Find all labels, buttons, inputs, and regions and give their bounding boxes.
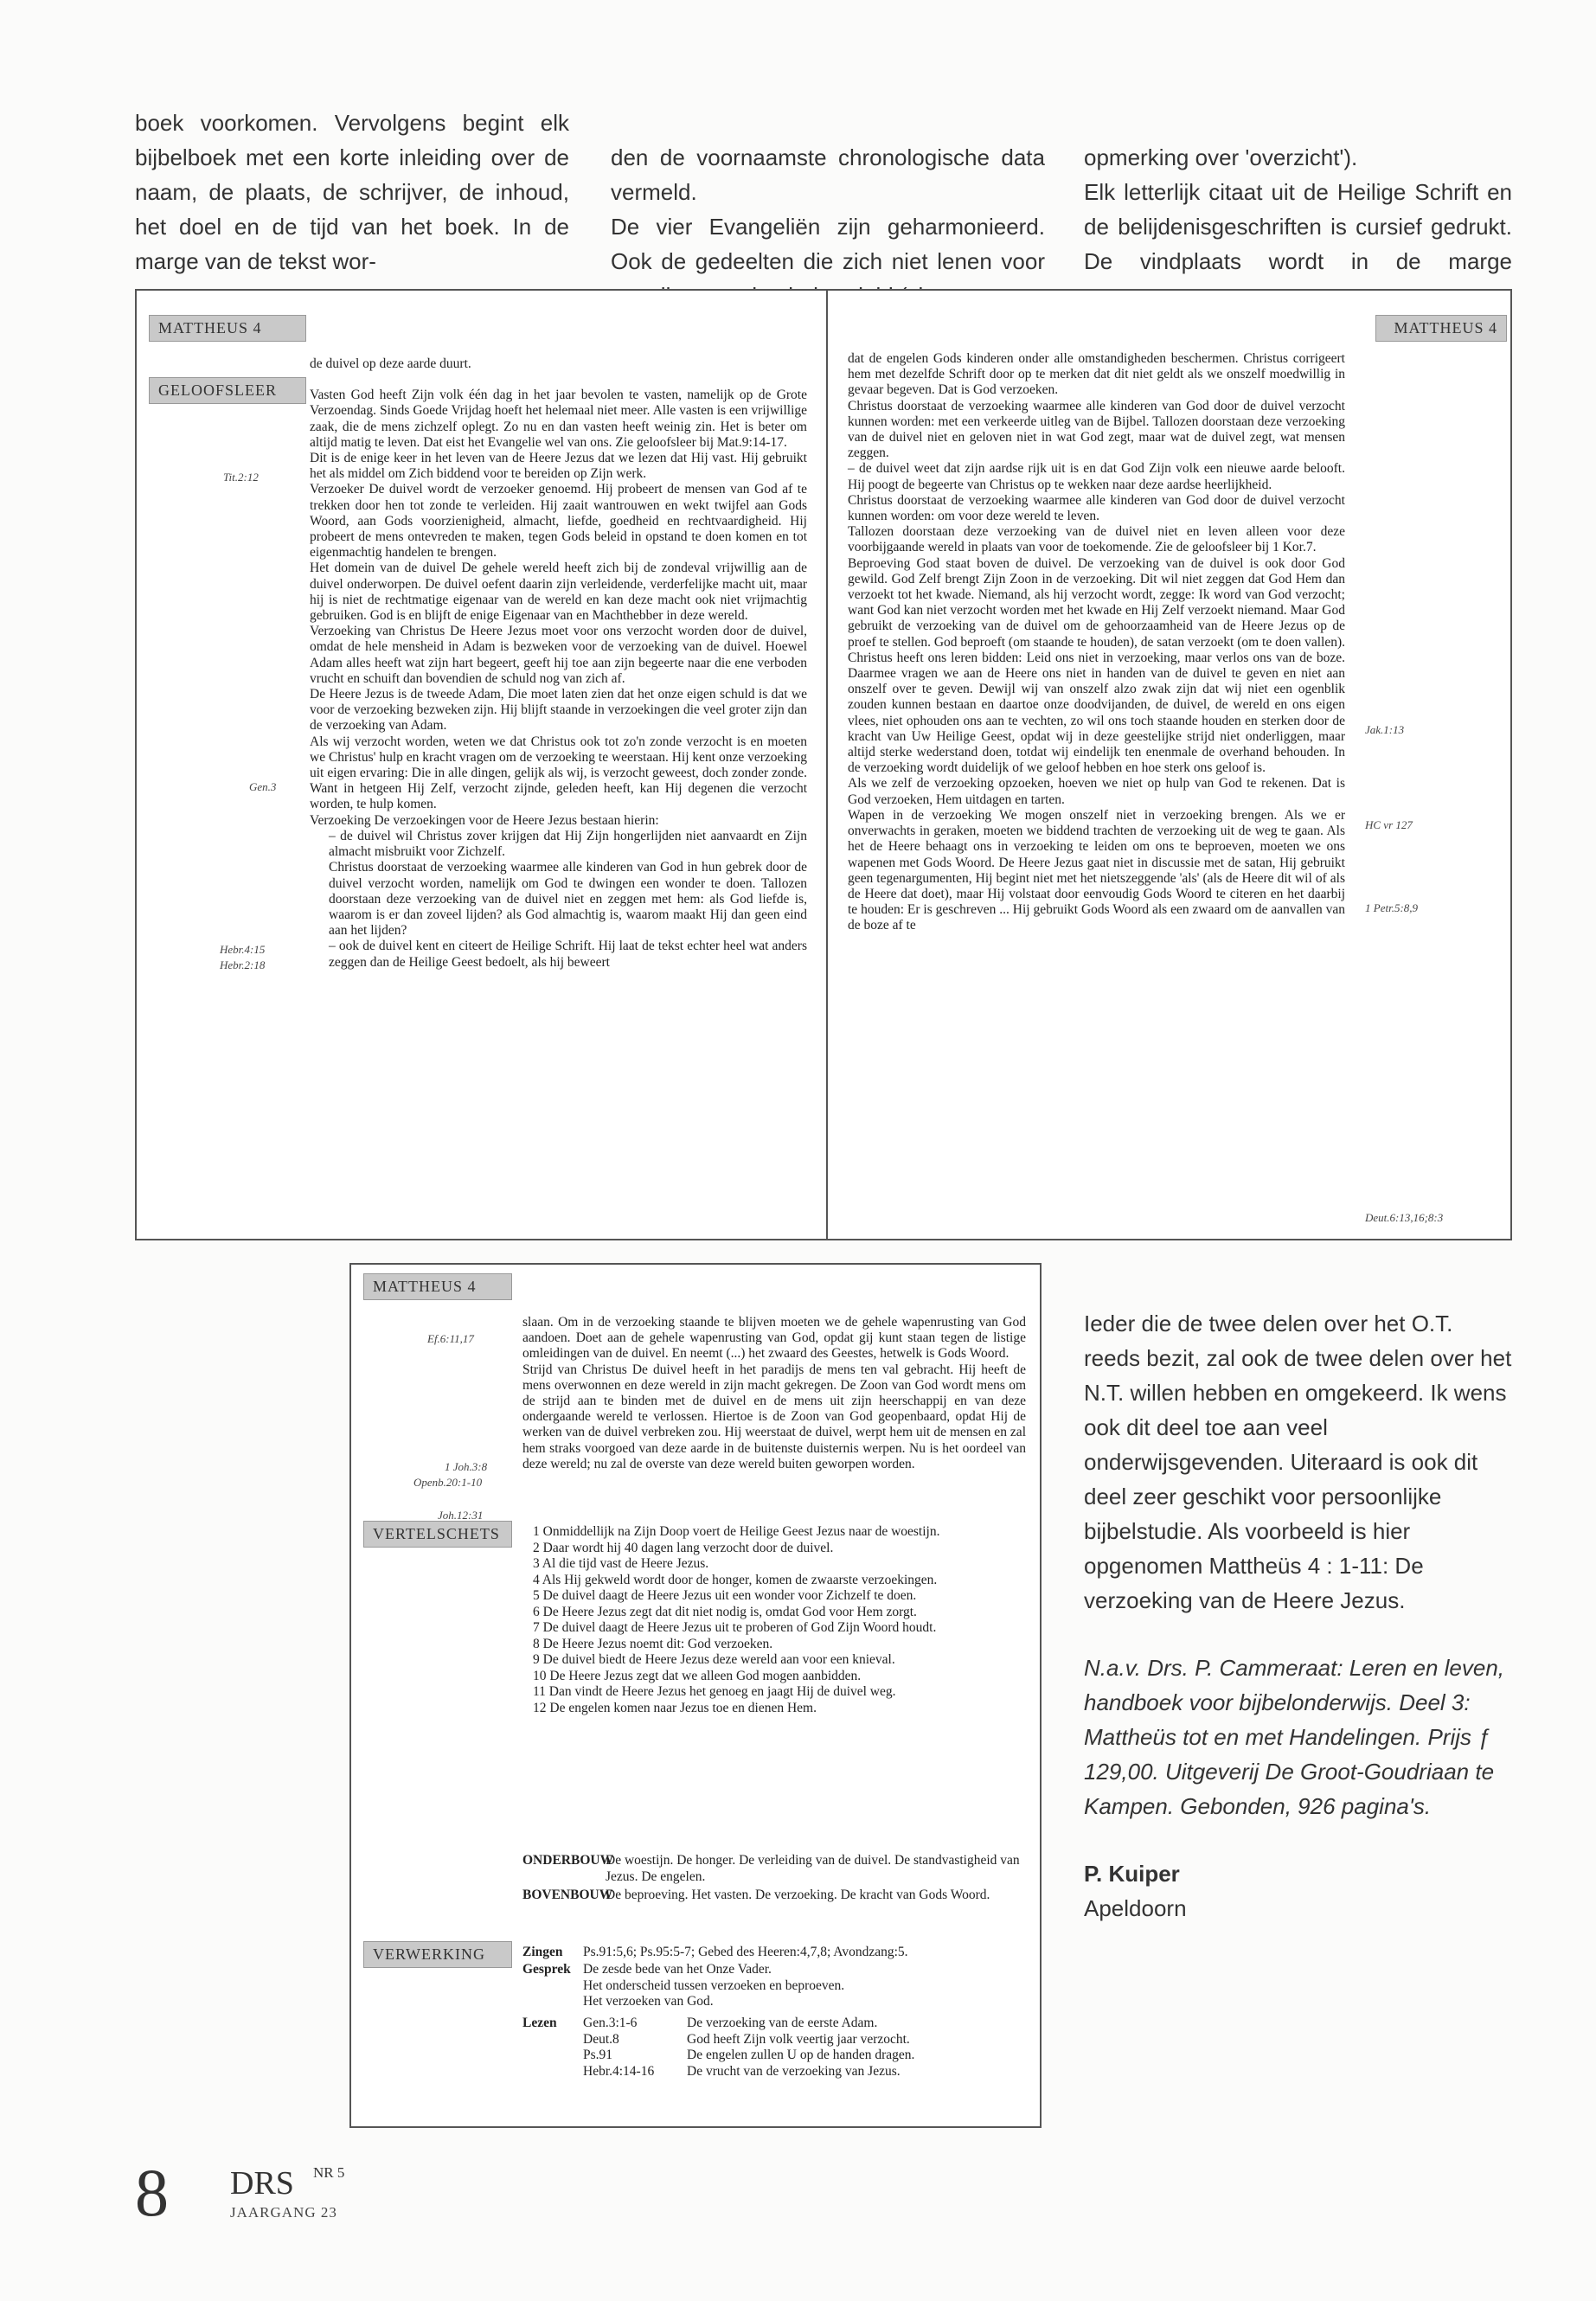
list-item: 7 De duivel daagt de Heere Jezus uit te proberen of God Zijn Woord houdt. [533, 1620, 937, 1635]
margin-ref: Jak.1:13 [1365, 723, 1405, 736]
paragraph: Het domein van de duivel De gehele wereld heeft zich bij de zondeval vrijwillig aan de duivel onderworpen. De duivel oefent daarin zijn verleidende, verderfelijke macht uit, maar hij is niet de rechtmatige eigenaar van de wereld en kan deze macht ook niet vrijmachtig gebruiken. God is en blijft de enige Eigenaar van en Machthebber in deze wereld. [310, 561, 807, 624]
lead-column-1 [135, 106, 569, 279]
paragraph: Strijd van Christus De duivel heeft in het paradijs de mens ten val gebracht. Hij heeft de mens overwonnen en deze wereld in zijn macht gekregen. De Zoon van God wordt mens om de strijd aan te binden met de duivel en de mens uit zijn heerschappij en van deze ondergaande wereld te verlossen. Hiertoe is de Zoon van God geopenbaard, opdat Hij de werken van de duivel verbreken zou. Hij weerstaat de duivel, werpt hem uit de mensen en zal hem straks voorgoed van deze aarde in de buitenste duisternis werpen. Nu is het oordeel van deze wereld; nu zal de overste van deze wereld buiten geworpen worden. [522, 1362, 1026, 1471]
lezen-item [583, 2048, 1020, 2064]
lezen-ref: Gen.3:1-6 [583, 2016, 638, 2030]
list-item: 12 De engelen komen naar Jezus toe en dienen Hem. [533, 1700, 817, 1715]
list-item: 8 De Heere Jezus noemt dit: God verzoeken. [533, 1636, 773, 1651]
zingen-label: Zingen [522, 1945, 563, 1959]
vertelschets-list [533, 1524, 1017, 1716]
list-item: 2 Daar wordt hij 40 dagen lang verzocht door de duivel. [533, 1540, 834, 1555]
onderbouw-row [522, 1853, 1026, 1885]
paragraph: Verzoeking van Christus De Heere Jezus moet voor ons verzocht worden door de duivel, omdat de hele mensheid in Adam is bezweken voor de verzoeking van de duivel. Hoewel Adam alles heeft wat zijn hart begeert, geeft hij toe aan zijn begeerte naar die ene verboden vrucht en schuift dan bovendien de schuld nog van zich af. [310, 624, 807, 686]
zingen-row [522, 1945, 1026, 1961]
list-item: 9 De duivel biedt de Heere Jezus deze wereld aan voor een knieval. [533, 1652, 895, 1667]
volume-label: JAARGANG 23 [230, 2204, 337, 2221]
list-item: 1 Onmiddellijk na Zijn Doop voert de Heilige Geest Jezus naar de woestijn. [533, 1524, 940, 1539]
lezen-text: De engelen zullen U op de handen dragen. [687, 2048, 915, 2062]
paragraph: Christus doorstaat de verzoeking waarmee alle kinderen van God door de duivel verzocht kunnen worden: om voor deze wereld te leven. [848, 492, 1345, 524]
paragraph: Christus heeft ons leren bidden: Leid ons niet in verzoeking, maar verlos ons van de boze. Daarmee vragen we aan de Heere ons niet in handen van de duivel te geven en niet aan onszelf over te geven. Dewijl wij van onszelf alzo zwak zijn dat wij niet een ogenblik zouden kunnen bestaan en daartoe onze doodvijanden, de duivel, de wereld en ons eigen vlees, niet ophouden ons aan te vechten, zo wil ons toch staande houden en sterken door de kracht van Uw Heilige Geest, opdat wij in deze geestelijke strijd niet onderliggen, maar altijd sterke wederstand doen, totdat wij eindelijk ten enenmale de overhand behouden. In de verzoeking wordt duidelijk of we geloof hebben en hoe sterk ons geloof is. [848, 650, 1345, 776]
onderbouw-label: ONDERBOUW [522, 1853, 614, 1868]
lead-text-2: den de voornaamste chronologische data vermeld. De vier Evangeliën zijn geharmonieerd. Ook de gedeelten die zich niet lenen voor [611, 144, 1045, 274]
margin-ref: Openb.20:1-10 [413, 1476, 483, 1489]
lead-text-3: opmerking over 'overzicht'). Elk letterlijk citaat uit de Heilige Schrift en de belijdenisgeschriften is cursief gedrukt. De vindplaats wordt in de marge [1084, 144, 1512, 274]
bovenbouw-text: De beproeving. Het vasten. De verzoeking. De kracht van Gods Woord. [606, 1888, 990, 1902]
gutter-line [826, 291, 828, 1239]
right-page-text [848, 351, 1345, 934]
gesprek-line: Het onderscheid tussen verzoeken en beproeven. [583, 1977, 845, 1993]
zingen-text: Ps.91:5,6; Ps.95:5-7; Gebed des Heeren:4,7,8; Avondzang:5. [583, 1945, 908, 1959]
lezen-item [583, 2032, 1020, 2048]
paragraph: Als wij verzocht worden, weten we dat Christus ook tot zo'n zonde verzocht is en moeten we Christus' hulp en kracht vragen om de verzoeking te weerstaan. Hij kent onze verzoeking uit eigen ervaring: Die in alle dingen, gelijk als wij, is verzocht geweest, doch zonder zonde. Want in hetgeen Hij Zelf, verzocht zijnde, geleden heeft, kan Hij degenen die verzocht worden, te hulp komen. [310, 734, 807, 812]
paragraph: – de duivel weet dat zijn aardse rijk uit is en dat God Zijn volk een nieuwe aarde belooft. Hij poogt de begeerte van Christus op te wekken naar deze aardse heerlijkheid. [848, 461, 1345, 492]
paragraph: Dit is de enige keer in het leven van de Heere Jezus dat we lezen dat Hij vast. Hij gebruikt het als middel om Zich biddend voor te bereiden op Zijn werk. [310, 451, 807, 482]
lezen-item [583, 2064, 1020, 2080]
scanned-spread-top [135, 289, 1512, 1240]
margin-ref: HC vr 127 [1365, 818, 1413, 831]
intro-text [522, 1315, 1026, 1472]
paragraph: Verzoeker De duivel wordt de verzoeker genoemd. Hij probeert de mensen van God af te trekken door hen tot zonde te verleiden. Hij zaait wantrouwen en wekt twijfel aan Gods Woord, aan Gods voorzienigheid, almacht, liefde, goedheid en rechtvaardigheid. Hij probeert de mens ontevreden te maken, tegen Gods beleid in opstand te doen komen en tot eigenmachtig handelen te brengen. [310, 482, 807, 561]
paragraph: – ook de duivel kent en citeert de Heilige Schrift. Hij laat de tekst echter heel wat anders zeggen dan de Heilige Geest bedoelt, als hij beweert [329, 939, 807, 970]
paragraph: Christus doorstaat de verzoeking waarmee alle kinderen van God in hun gebrek door de duivel verzocht worden, namelijk om God te dwingen een wonder te doen. Tallozen doorstaan deze verzoeking van de duivel niet en zeggen met hem: als God liefde is, waarom is er dan zoveel lijden? als God almachtig is, waarom maakt Hij dan geen eind aan het lijden? [329, 860, 807, 939]
lezen-label: Lezen [522, 2016, 557, 2030]
list-item: 3 Al die tijd vast de Heere Jezus. [533, 1556, 709, 1571]
margin-ref: 1 Joh.3:8 [445, 1460, 488, 1473]
gesprek-lines [583, 1962, 1020, 2010]
paragraph: Christus doorstaat de verzoeking waarmee alle kinderen van God door de duivel verzocht kunnen worden: met een verkeerde uitleg van de Bijbel. Tallozen doorstaan deze verzoeking van de duivel niet en geloven niet in wat God zegt, maar wat de duivel zegt, wat mensen zeggen. [848, 398, 1345, 461]
magazine-name: DRS [230, 2165, 294, 2202]
chapter-tab: MATTHEUS 4 [363, 1273, 512, 1300]
review-author: P. Kuiper [1084, 1861, 1180, 1887]
lezen-text: God heeft Zijn volk veertig jaar verzocht. [687, 2031, 910, 2047]
list-item: 5 De duivel daagt de Heere Jezus uit een wonder voor Zichzelf te doen. [533, 1588, 917, 1603]
lezen-ref: Deut.8 [583, 2031, 619, 2047]
review-place: Apeldoorn [1084, 1895, 1187, 1921]
paragraph: de duivel op deze aarde duurt. [310, 356, 471, 371]
lezen-text: De vrucht van de verzoeking van Jezus. [687, 2063, 901, 2079]
margin-ref: Deut.6:13,16;8:3 [1365, 1211, 1444, 1224]
onderbouw-text: De woestijn. De honger. De verleiding van de duivel. De standvastigheid van Jezus. De engelen. [606, 1853, 1020, 1884]
review-column [1084, 1306, 1512, 1926]
lezen-item [583, 2016, 1020, 2032]
gesprek-line: Het verzoeken van God. [583, 1994, 714, 2009]
lezen-table [583, 2016, 1020, 2080]
lezen-ref: Hebr.4:14-16 [583, 2063, 655, 2079]
paragraph: Wapen in de verzoeking We mogen onszelf niet in verzoeking brengen. Als we er onverwachts in geraken, moeten we biddend trachten de verzoeking uit de weg te gaan. Als het de Heere behaagt ons in verzoeking te leiden om ons te beproeven, moeten we ons wapenen met Gods Woord. De Heere Jezus gaat niet in discussie met de satan, Hij gebruikt geen tegenargumenten, Hij begint niet met het nietszeggende 'als' (als de Heere dit wil of als de Heere dat doet), maar Hij volstaat door eenvoudig Gods Woord te citeren en het daarbij te houden: Er is geschreven ... Hij gebruikt Gods Woord als een zwaard om de aanvallen van de boze af te [848, 807, 1345, 933]
chapter-tab-right: MATTHEUS 4 [1375, 315, 1507, 342]
gesprek-line: De zesde bede van het Onze Vader. [583, 1962, 772, 1977]
list-item: 11 Dan vindt de Heere Jezus het genoeg en jaagt Hij de duivel weg. [533, 1684, 896, 1699]
margin-ref: Tit.2:12 [223, 471, 259, 484]
chapter-tab-left: MATTHEUS 4 [149, 315, 306, 342]
page-number: 8 [135, 2155, 169, 2230]
margin-ref: Ef.6:11,17 [427, 1332, 474, 1345]
bovenbouw-label: BOVENBOUW [522, 1888, 613, 1902]
paragraph: dat de engelen Gods kinderen onder alle omstandigheden beschermen. Christus corrigeert hem met dezelfde Schrift door op te merken dat dit niet geldt als we onszelf moedwillig in gevaar begeven. Dat is God verzoeken. [848, 351, 1345, 398]
gesprek-row [522, 1962, 1026, 2010]
left-page-text [310, 356, 807, 971]
bovenbouw-row [522, 1888, 1026, 1904]
list-item: 4 Als Hij gekweld wordt door de honger, komen de zwaarste verzoekingen. [533, 1572, 938, 1587]
margin-ref: Joh.12:31 [438, 1509, 484, 1522]
list-item: 10 De Heere Jezus zegt dat we alleen God mogen aanbidden. [533, 1668, 862, 1683]
gesprek-label: Gesprek [522, 1962, 571, 1977]
list-item: 6 De Heere Jezus zegt dat dit niet nodig is, omdat God voor Hem zorgt. [533, 1604, 917, 1619]
paragraph: Verzoeking De verzoekingen voor de Heere Jezus bestaan hierin: [310, 812, 659, 828]
lezen-ref: Ps.91 [583, 2048, 613, 2062]
margin-ref: Hebr.2:18 [220, 958, 266, 971]
paragraph: Tallozen doorstaan deze verzoeking van de duivel niet en leven alleen voor deze voorbijgaande wereld in plaats van voor de toekomende. Zie de geloofsleer bij 1 Kor.7. [848, 524, 1345, 555]
lezen-row [522, 2016, 1026, 2080]
review-citation: N.a.v. Drs. P. Cammeraat: Leren en leven, handboek voor bijbelonderwijs. Deel 3: Mattheüs tot en met Handelingen. Prijs ƒ 129,00. Uitgeverij De Groot-Goudriaan te Kampen. Gebonden, 926 pagina's. [1084, 1655, 1505, 1819]
review-paragraph: Ieder die de twee delen over het O.T. reeds bezit, zal ook de twee delen over het N.T. willen hebben en omgekeerd. Ik wens ook dit deel toe aan veel onderwijsgevenden. Uiteraard is ook dit deel zeer geschikt voor persoonlijke bijbelstudie. Als voorbeeld is hier opgenomen Mattheüs 4 : 1-11: De verzoeking van de Heere Jezus. [1084, 1311, 1512, 1613]
section-tab-vertelschets: VERTELSCHETS [363, 1521, 512, 1548]
scanned-page-bottom [349, 1263, 1042, 2128]
section-tab-verwerking: VERWERKING [363, 1941, 512, 1968]
paragraph: De Heere Jezus is de tweede Adam, Die moet laten zien dat het onze eigen schuld is dat we voor de verzoeking bezweken zijn. Hij blijft staande in verzoekingen die veel groter zijn dan de verzoeking van Adam. [310, 687, 807, 734]
margin-ref: 1 Petr.5:8,9 [1365, 901, 1419, 914]
issue-number: NR 5 [313, 2164, 345, 2181]
paragraph: Als we zelf de verzoeking opzoeken, hoeven we niet op hulp van God te rekenen. Dat is God verzoeken, Hem uitdagen en tarten. [848, 776, 1345, 807]
margin-ref: Hebr.4:15 [220, 943, 266, 956]
lead-text-1: boek voorkomen. Vervolgens begint elk bijbelboek met een korte inleiding over de naam, de plaats, de schrijver, de inhoud, het doel en de tijd van het boek. In de marge van de tekst wor- [135, 110, 569, 274]
paragraph: Vasten God heeft Zijn volk één dag in het jaar bevolen te vasten, namelijk op de Grote Verzoendag. Sinds Goede Vrijdag hoeft het helemaal niet meer. Alle vasten is een vrijwillige zaak, die de mens zichzelf oplegt. Zo nu en dan vasten heeft weinig zin. Het is beter om altijd matig te leven. Dat eist het Evangelie wel van ons. Zie geloofsleer bij Mat.9:14-17. [310, 388, 807, 450]
section-tab-geloofsleer: GELOOFSLEER [149, 377, 306, 404]
paragraph: Beproeving God staat boven de duivel. De verzoeking van de duivel is ook door God gewild. God Zelf brengt Zijn Zoon in de verzoeking. Dit wil niet zeggen dat God Hem dan verzoekt tot het kwade. Niemand, als hij verzocht wordt, zegge: Ik word van God verzocht; want God kan niet verzocht worden met het kwade en Hij Zelf verzoekt niemand. Maar God gebruikt de verzoeking van de duivel om de gehoorzaamheid van de Heere Jezus op de proef te stellen. God beproeft (om staande te houden), de satan verzoekt (om te doen vallen). [848, 555, 1346, 650]
lezen-text: De verzoeking van de eerste Adam. [687, 2016, 878, 2030]
paragraph: – de duivel wil Christus zover krijgen dat Hij Zijn hongerlijden niet aanvaardt en Zijn almacht misbruikt voor Zichzelf. [329, 828, 807, 860]
paragraph: slaan. Om in de verzoeking staande te blijven moeten we de gehele wapenrusting van God aandoen. Doet aan de gehele wapenrusting van God, opdat gij kunt staan tegen de listige omleidingen van de duivel. En neemt (...) het zwaard des Geestes, hetwelk is Gods Woord. [522, 1315, 1026, 1362]
margin-ref: Gen.3 [249, 780, 277, 793]
